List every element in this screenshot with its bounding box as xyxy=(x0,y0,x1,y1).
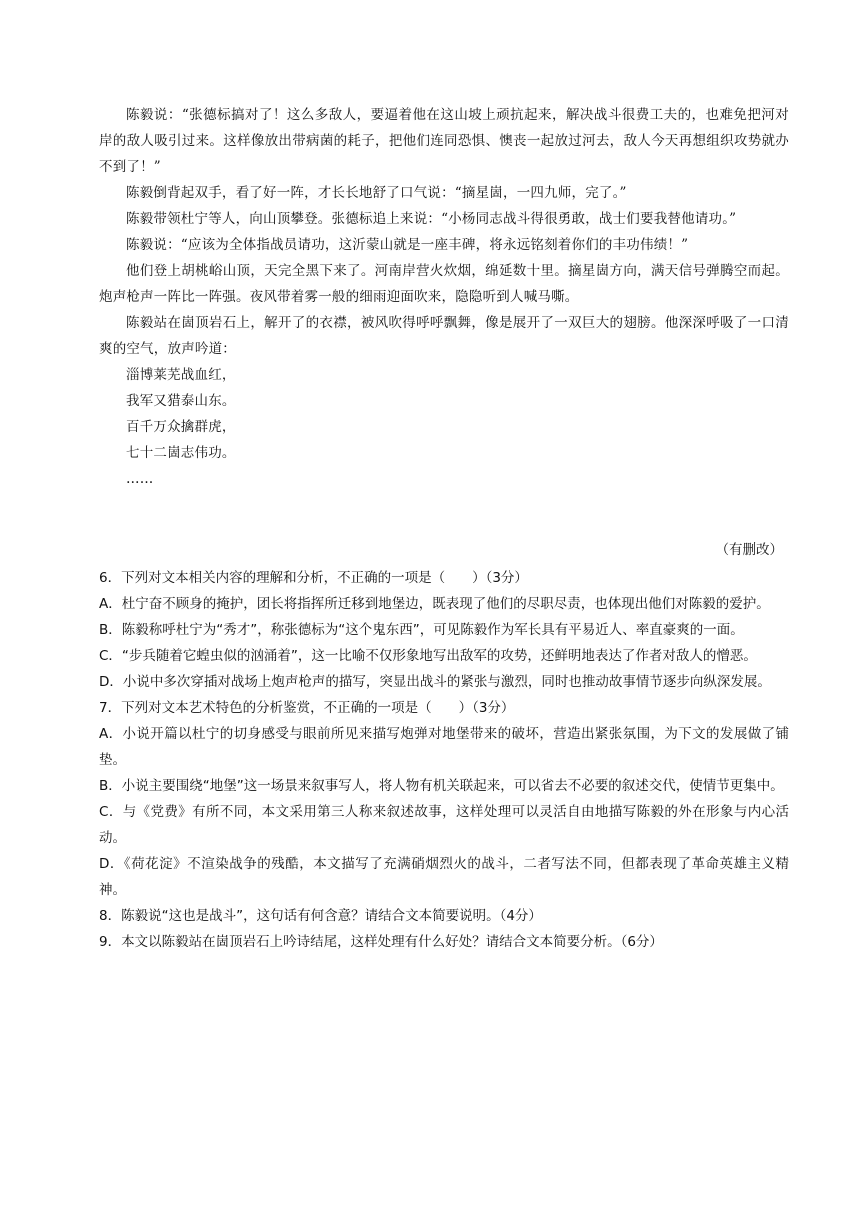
passage-paragraph-6: 陈毅站在崮顶岩石上，解开了的衣襟，被风吹得呼呼飘舞，像是展开了一双巨大的翅膀。他深深呼吸了一口清爽的空气，放声吟道： xyxy=(99,315,789,357)
poem-line-1: 淄博莱芜战血红， xyxy=(126,367,236,383)
passage-paragraph-5: 他们登上胡桃峪山顶，天完全黑下来了。河南岸营火炊烟，绵延数十里。摘星崮方向，满天信号弹腾空而起。炮声枪声一阵比一阵强。夜风带着雾一般的细雨迎面吹来，隐隐听到人喊马嘶。 xyxy=(99,263,789,305)
option-b: B．小说主要围绕“地堡”这一场景来叙事写人，将人物有机关联起来，可以省去不必要的叙述交代，使情节更集中。 xyxy=(99,778,784,794)
option-d: D．小说中多次穿插对战场上炮声枪声的描写，突显出战斗的紧张与激烈，同时也推动故事情节逐步向纵深发展。 xyxy=(99,674,771,690)
option-b: B．陈毅称呼杜宁为“秀才”，称张德标为“这个鬼东西”，可见陈毅作为军长具有平易近人、率直豪爽的一面。 xyxy=(99,622,744,638)
question-section xyxy=(99,565,789,955)
source-note: （有删改） xyxy=(715,542,783,558)
passage-paragraph-3: 陈毅带领杜宁等人，向山顶攀登。张德标追上来说：“小杨同志战斗得很勇敢，战士们要我替他请功。” xyxy=(126,211,737,227)
option-c: C．与《党费》有所不同，本文采用第三人称来叙述故事，这样处理可以灵活自由地描写陈毅的外在形象与内心活动。 xyxy=(99,804,789,846)
passage-paragraph-2: 陈毅倒背起双手，看了好一阵，才长长地舒了口气说：“摘星崮，一四九师，完了。” xyxy=(126,185,627,201)
option-a: A．小说开篇以杜宁的切身感受与眼前所见来描写炮弹对地堡带来的破坏，营造出紧张氛围，为下文的发展做了铺垫。 xyxy=(99,726,789,768)
poem-line-3: 百千万众擒群虎， xyxy=(126,419,236,435)
question-stem: 7．下列对文本艺术特色的分析鉴赏，不正确的一项是（ ）（3分） xyxy=(99,700,515,716)
poem-line-2: 我军又猎泰山东。 xyxy=(126,393,236,409)
question-7 xyxy=(99,695,789,903)
question-8 xyxy=(99,903,789,929)
option-a: A．杜宁奋不顾身的掩护，团长将指挥所迁移到地堡边，既表现了他们的尽职尽责，也体现出他们对陈毅的爱护。 xyxy=(99,596,770,612)
passage-paragraph-1: 陈毅说：“张德标搞对了！这么多敌人，要逼着他在这山坡上顽抗起来，解决战斗很费工夫的，也难免把河对岸的敌人吸引过来。这样像放出带病菌的耗子，把他们连同恐惧、懊丧一起放过河去，敌人今天再想组织攻势就办不到了！” xyxy=(99,107,789,175)
question-stem: 8．陈毅说“这也是战斗”，这句话有何含意？请结合文本简要说明。（4分） xyxy=(99,908,542,924)
story-passage xyxy=(99,102,789,492)
question-6 xyxy=(99,565,789,695)
question-stem: 9．本文以陈毅站在崮顶岩石上吟诗结尾，这样处理有什么好处？请结合文本简要分析。（6分） xyxy=(99,934,663,950)
poem-ellipsis: …… xyxy=(126,471,154,487)
option-c: C．“步兵随着它蝗虫似的汹涌着”，这一比喻不仅形象地写出敌军的攻势，还鲜明地表达了作者对敌人的憎恶。 xyxy=(99,648,757,664)
passage-paragraph-4: 陈毅说：“应该为全体指战员请功，这沂蒙山就是一座丰碑，将永远铭刻着你们的丰功伟绩！” xyxy=(126,237,689,253)
question-stem: 6．下列对文本相关内容的理解和分析，不正确的一项是（ ）（3分） xyxy=(99,570,528,586)
poem-line-4: 七十二崮志伟功。 xyxy=(126,445,236,461)
question-9 xyxy=(99,929,789,955)
option-d: D．《荷花淀》不渲染战争的残酷，本文描写了充满硝烟烈火的战斗，二者写法不同，但都表现了革命英雄主义精神。 xyxy=(99,856,789,898)
